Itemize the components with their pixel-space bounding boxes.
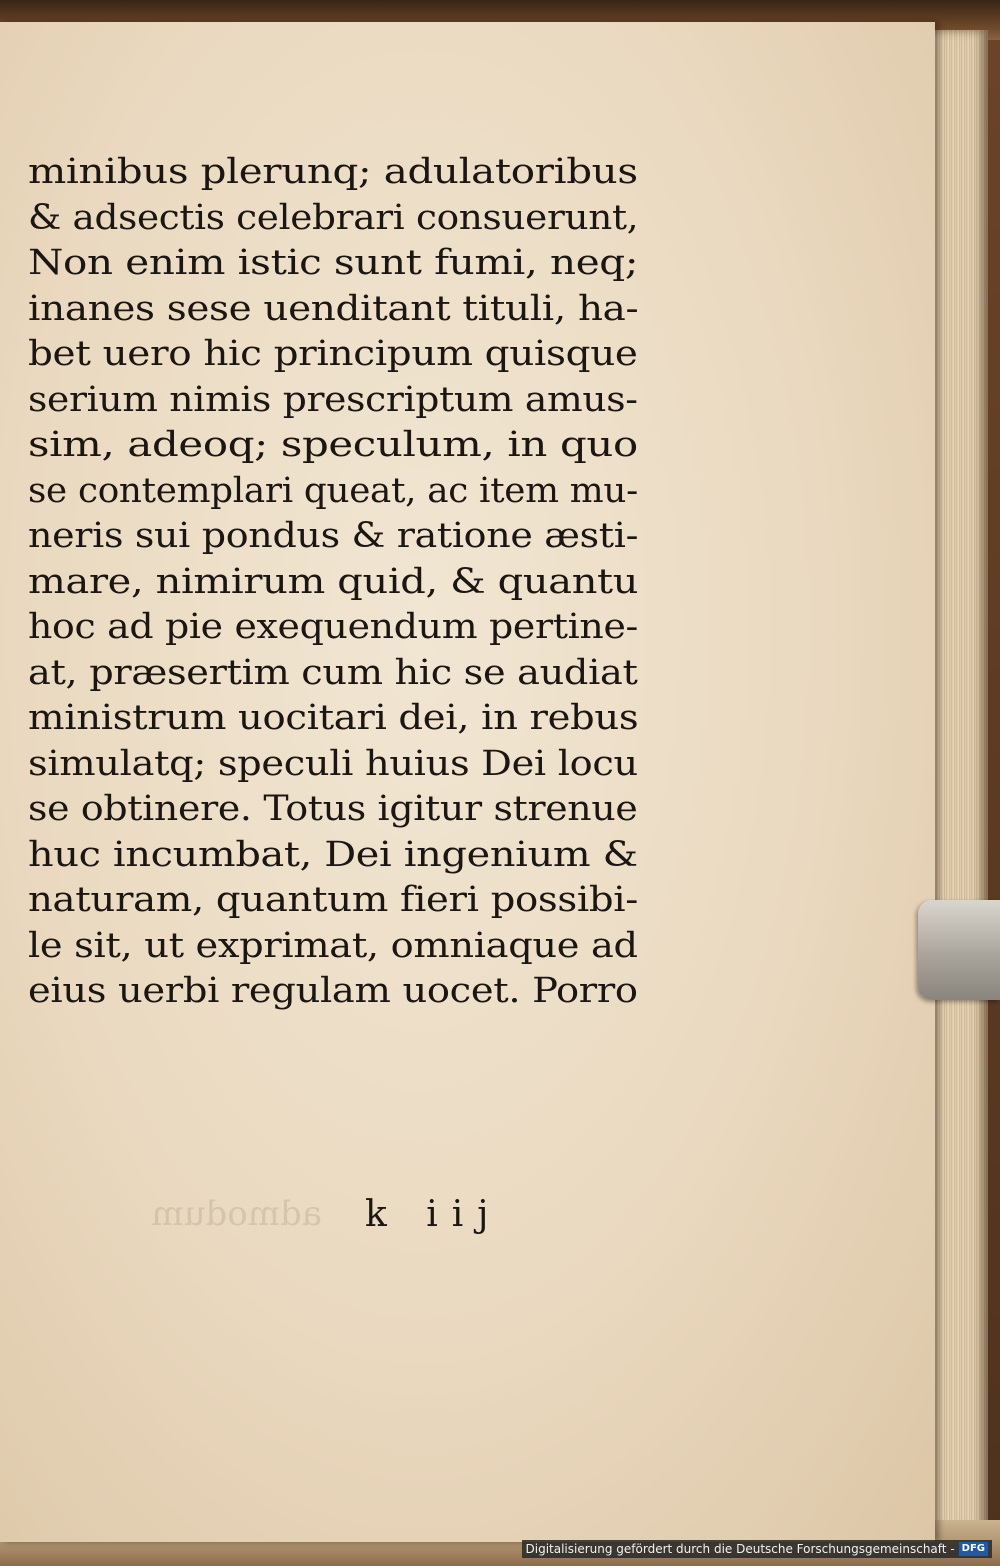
text-line: eius uerbi regulam uocet. Porro [28, 971, 638, 1011]
text-line: inanes sese uenditant tituli, ha- [28, 288, 639, 329]
text-line: le sit, ut exprimat, omniaque ad [28, 925, 638, 966]
text-line: at, præsertim cum hic se audiat [28, 652, 638, 693]
text-line: se contemplari queat, ac item mu- [28, 470, 638, 511]
text-block [28, 150, 638, 1015]
text-line: hoc ad pie exequendum pertine- [28, 607, 639, 647]
text-line: neris sui pondus & ratione æsti- [28, 516, 639, 556]
text-line: naturam, quantum fieri possibi- [28, 880, 638, 920]
dfg-logo: DFG [959, 1542, 988, 1556]
digitization-credit [522, 1540, 993, 1558]
text-line: huc incumbat, Dei ingenium & [28, 834, 638, 875]
text-line: simulatq; speculi huius Dei locu [28, 743, 638, 784]
paper-page [0, 22, 935, 1542]
text-line: bet uero hic principum quisque [28, 334, 638, 374]
page-edges [930, 30, 988, 1530]
credit-text: Digitalisierung gefördert durch die Deutsche Forschungsgemeinschaft - [525, 1542, 955, 1556]
bookmark-tab [918, 900, 1000, 1000]
text-line: se obtinere. Totus igitur strenue [28, 789, 638, 829]
text-line: ministrum uocitari dei, in rebus [28, 698, 639, 738]
text-line: sim, adeoq; speculum, in quo [28, 425, 638, 465]
text-line: & adsectis celebrari consuerunt, [28, 197, 639, 238]
text-line: serium nimis prescriptum amus- [28, 379, 638, 420]
text-line: minibus plerunq; adulatoribus [28, 152, 638, 192]
text-line: mare, nimirum quid, & quantu [28, 561, 639, 602]
signature-mark: k iij [365, 1194, 503, 1235]
show-through-text: admodum [151, 1194, 322, 1234]
text-line: Non enim istic sunt fumi, neq; [28, 243, 639, 283]
